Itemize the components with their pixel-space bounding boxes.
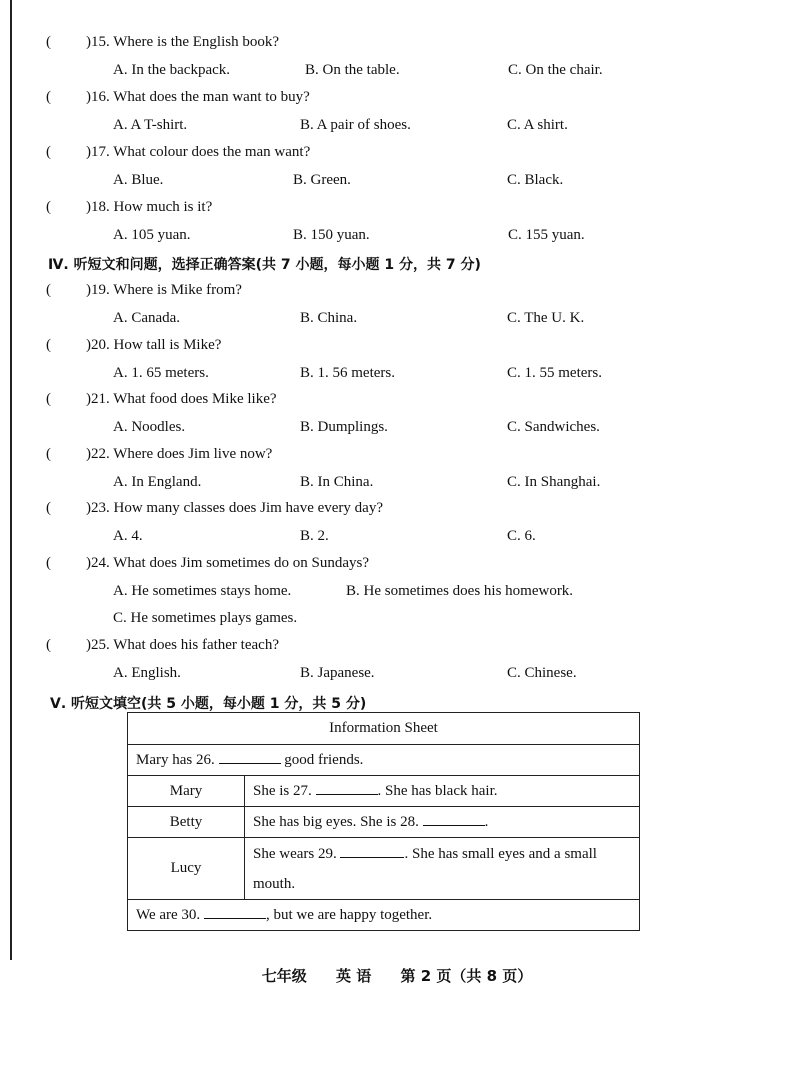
option-c: C. On the chair.	[508, 62, 603, 78]
option-b: B. A pair of shoes.	[300, 117, 411, 133]
question-text: )25. What does his father teach?	[86, 637, 279, 653]
blank-26-suffix: good friends.	[280, 752, 364, 768]
option-b: B. China.	[300, 310, 358, 326]
blank-29-prefix: She wears 29.	[253, 845, 341, 862]
question-text: )24. What does Jim sometimes do on Sundays?	[86, 555, 370, 571]
question-22: ( )22. Where does Jim live now?	[46, 446, 273, 462]
option-b: B. 2.	[300, 528, 329, 544]
name-cell-mary: Mary	[128, 776, 245, 807]
question-text: )19. Where is Mike from?	[86, 282, 242, 298]
option-a: A. Canada.	[113, 310, 181, 326]
page-footer	[0, 965, 794, 986]
option-a: A. 4.	[113, 528, 143, 544]
option-b: B. He sometimes does his homework.	[346, 583, 574, 599]
option-a: A. 105 yuan.	[113, 227, 191, 243]
question-text: )21. What food does Mike like?	[86, 391, 277, 407]
option-a: A. In England.	[113, 474, 202, 490]
blank-27-prefix: She is 27.	[253, 783, 316, 799]
question-text: )18. How much is it?	[86, 199, 213, 215]
option-a: A. Blue.	[113, 172, 164, 188]
desc-cell-betty	[245, 807, 640, 838]
question-text: )16. What does the man want to buy?	[86, 89, 310, 105]
option-a: A. 1. 65 meters.	[113, 365, 209, 381]
question-text: )23. How many classes does Jim have every day?	[86, 500, 383, 516]
question-18: ( )18. How much is it?	[46, 199, 213, 215]
blank-26-prefix: Mary has 26.	[136, 752, 219, 768]
option-c: C. 155 yuan.	[508, 227, 585, 243]
option-a: A. In the backpack.	[113, 62, 231, 78]
option-b: B. On the table.	[305, 62, 400, 78]
option-b: B. In China.	[300, 474, 374, 490]
option-b: B. Japanese.	[300, 665, 375, 681]
name-cell-betty: Betty	[128, 807, 245, 838]
blank-28-prefix: She has big eyes. She is 28.	[253, 814, 423, 830]
table-row-together	[128, 900, 640, 931]
option-c: C. 1. 55 meters.	[507, 365, 602, 381]
option-b: B. Dumplings.	[300, 419, 388, 435]
footer-subject: 英 语	[336, 967, 372, 985]
blank-28-suffix: .	[484, 814, 489, 830]
footer-grade: 七年级	[261, 967, 307, 985]
left-margin-line	[10, 0, 12, 960]
question-17: ( )17. What colour does the man want?	[46, 144, 311, 160]
question-16: ( )16. What does the man want to buy?	[46, 89, 310, 105]
option-a: A. Noodles.	[113, 419, 186, 435]
option-b: B. 1. 56 meters.	[300, 365, 395, 381]
option-b: B. Green.	[293, 172, 351, 188]
information-sheet-table	[127, 712, 640, 931]
option-c: C. Chinese.	[507, 665, 577, 681]
option-a: A. He sometimes stays home.	[113, 583, 292, 599]
blank-29-suffix: . She has small eyes and a small mouth.	[253, 845, 597, 892]
question-15: ( )15. Where is the English book?	[46, 34, 280, 50]
question-19: ( )19. Where is Mike from?	[46, 282, 242, 298]
blank-27-suffix: . She has black hair.	[377, 783, 498, 799]
blank-30-prefix: We are 30.	[136, 907, 204, 923]
name-cell-lucy: Lucy	[128, 838, 245, 900]
option-b: B. 150 yuan.	[293, 227, 370, 243]
blank-30-suffix: , but we are happy together.	[265, 907, 433, 923]
question-text: )22. Where does Jim live now?	[86, 446, 273, 462]
question-text: )15. Where is the English book?	[86, 34, 280, 50]
desc-cell-lucy	[245, 838, 640, 900]
option-c: C. 6.	[507, 528, 536, 544]
question-text: )17. What colour does the man want?	[86, 144, 311, 160]
option-c: C. A shirt.	[507, 117, 568, 133]
blank-30-input[interactable]	[204, 906, 266, 919]
option-c: C. The U. K.	[507, 310, 585, 326]
desc-cell-mary	[245, 776, 640, 807]
option-c: C. He sometimes plays games.	[113, 610, 298, 626]
option-c: C. Black.	[507, 172, 564, 188]
question-24: ( )24. What does Jim sometimes do on Sundays?	[46, 555, 370, 571]
option-a: A. A T-shirt.	[113, 117, 188, 133]
blank-29-input[interactable]	[340, 845, 404, 858]
table-title: Information Sheet	[128, 713, 640, 745]
blank-27-input[interactable]	[316, 782, 378, 795]
question-25: ( )25. What does his father teach?	[46, 637, 279, 653]
blank-26-input[interactable]	[219, 751, 281, 764]
option-c: C. In Shanghai.	[507, 474, 601, 490]
question-23: ( )23. How many classes does Jim have every day?	[46, 500, 383, 516]
section-iv-heading: Ⅳ. 听短文和问题，选择正确答案(共 7 小题，每小题 1 分，共 7 分)	[48, 257, 481, 273]
blank-28-input[interactable]	[423, 813, 485, 826]
question-20: ( )20. How tall is Mike?	[46, 337, 222, 353]
question-21: ( )21. What food does Mike like?	[46, 391, 277, 407]
option-c: C. Sandwiches.	[507, 419, 600, 435]
footer-page-number: 第 2 页（共 8 页）	[400, 967, 533, 985]
question-text: )20. How tall is Mike?	[86, 337, 222, 353]
option-a: A. English.	[113, 665, 181, 681]
table-row-mary-friends	[128, 745, 640, 776]
section-v-heading: Ⅴ. 听短文填空(共 5 小题，每小题 1 分，共 5 分)	[50, 696, 367, 712]
